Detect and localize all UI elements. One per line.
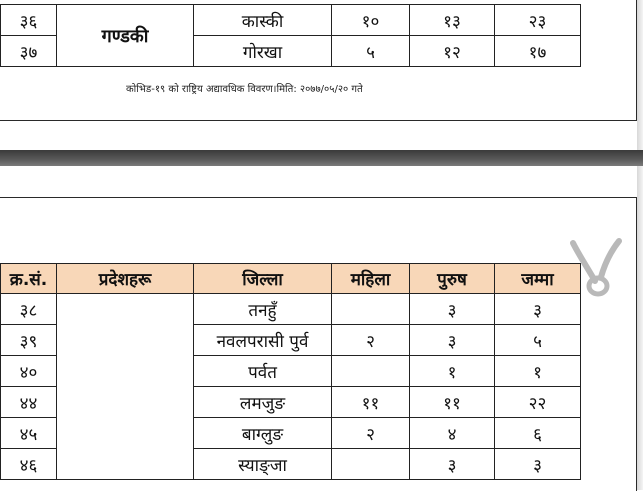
female-cell: ५ — [332, 36, 410, 67]
sn-cell: ४६ — [1, 449, 57, 480]
female-cell: २ — [332, 418, 410, 449]
table-row — [1, 5, 581, 36]
male-cell: ३ — [410, 294, 495, 325]
total-cell: १ — [495, 356, 581, 387]
total-cell: ३ — [495, 449, 581, 480]
table-row — [1, 294, 581, 325]
female-cell — [332, 356, 410, 387]
female-cell: ११ — [332, 387, 410, 418]
female-cell — [332, 449, 410, 480]
sn-cell: ३८ — [1, 294, 57, 325]
total-cell: ३ — [495, 294, 581, 325]
sn-cell: ४४ — [1, 387, 57, 418]
sn-cell: ३७ — [1, 36, 57, 67]
header-male: पुरुष — [410, 264, 495, 294]
header-province: प्रदेशहरू — [57, 264, 194, 294]
total-cell: २३ — [495, 5, 581, 36]
female-cell: २ — [332, 325, 410, 356]
female-cell: १० — [332, 5, 410, 36]
header-female: महिला — [332, 264, 410, 294]
sn-cell: ४५ — [1, 418, 57, 449]
district-cell: बाग्लुङ — [194, 418, 332, 449]
sn-cell: ३६ — [1, 5, 57, 36]
male-cell: ३ — [410, 325, 495, 356]
report-caption: कोभिड-१९ को राष्ट्रिय अद्यावधिक विवरण।मिति: २०७७/०५/२० गते — [126, 84, 363, 95]
total-cell: ५ — [495, 325, 581, 356]
district-table-bottom — [0, 263, 581, 480]
district-cell: गोरखा — [194, 36, 332, 67]
district-cell: स्याङ्जा — [194, 449, 332, 480]
district-table-top — [0, 4, 581, 67]
male-cell: १ — [410, 356, 495, 387]
province-cell — [57, 294, 194, 480]
province-cell: गण्डकी — [57, 5, 194, 67]
page-divider — [0, 150, 643, 166]
district-cell: नवलपरासी पुर्व — [194, 325, 332, 356]
male-cell: ४ — [410, 418, 495, 449]
total-cell: १७ — [495, 36, 581, 67]
district-cell: कास्की — [194, 5, 332, 36]
male-cell: ३ — [410, 449, 495, 480]
sn-cell: ४० — [1, 356, 57, 387]
sn-cell: ३९ — [1, 325, 57, 356]
total-cell: ६ — [495, 418, 581, 449]
female-cell — [332, 294, 410, 325]
male-cell: ११ — [410, 387, 495, 418]
header-district: जिल्ला — [194, 264, 332, 294]
header-total: जम्मा — [495, 264, 581, 294]
district-cell: तनहुँ — [194, 294, 332, 325]
page-number-mark — [565, 237, 627, 301]
district-cell: पर्वत — [194, 356, 332, 387]
male-cell: १२ — [410, 36, 495, 67]
total-cell: २२ — [495, 387, 581, 418]
document-page-top — [0, 0, 637, 121]
page-shadow — [637, 0, 643, 490]
header-sn: क्र.सं. — [1, 264, 57, 294]
district-cell: लमजुङ — [194, 387, 332, 418]
male-cell: १३ — [410, 5, 495, 36]
table-header-row — [1, 264, 581, 294]
